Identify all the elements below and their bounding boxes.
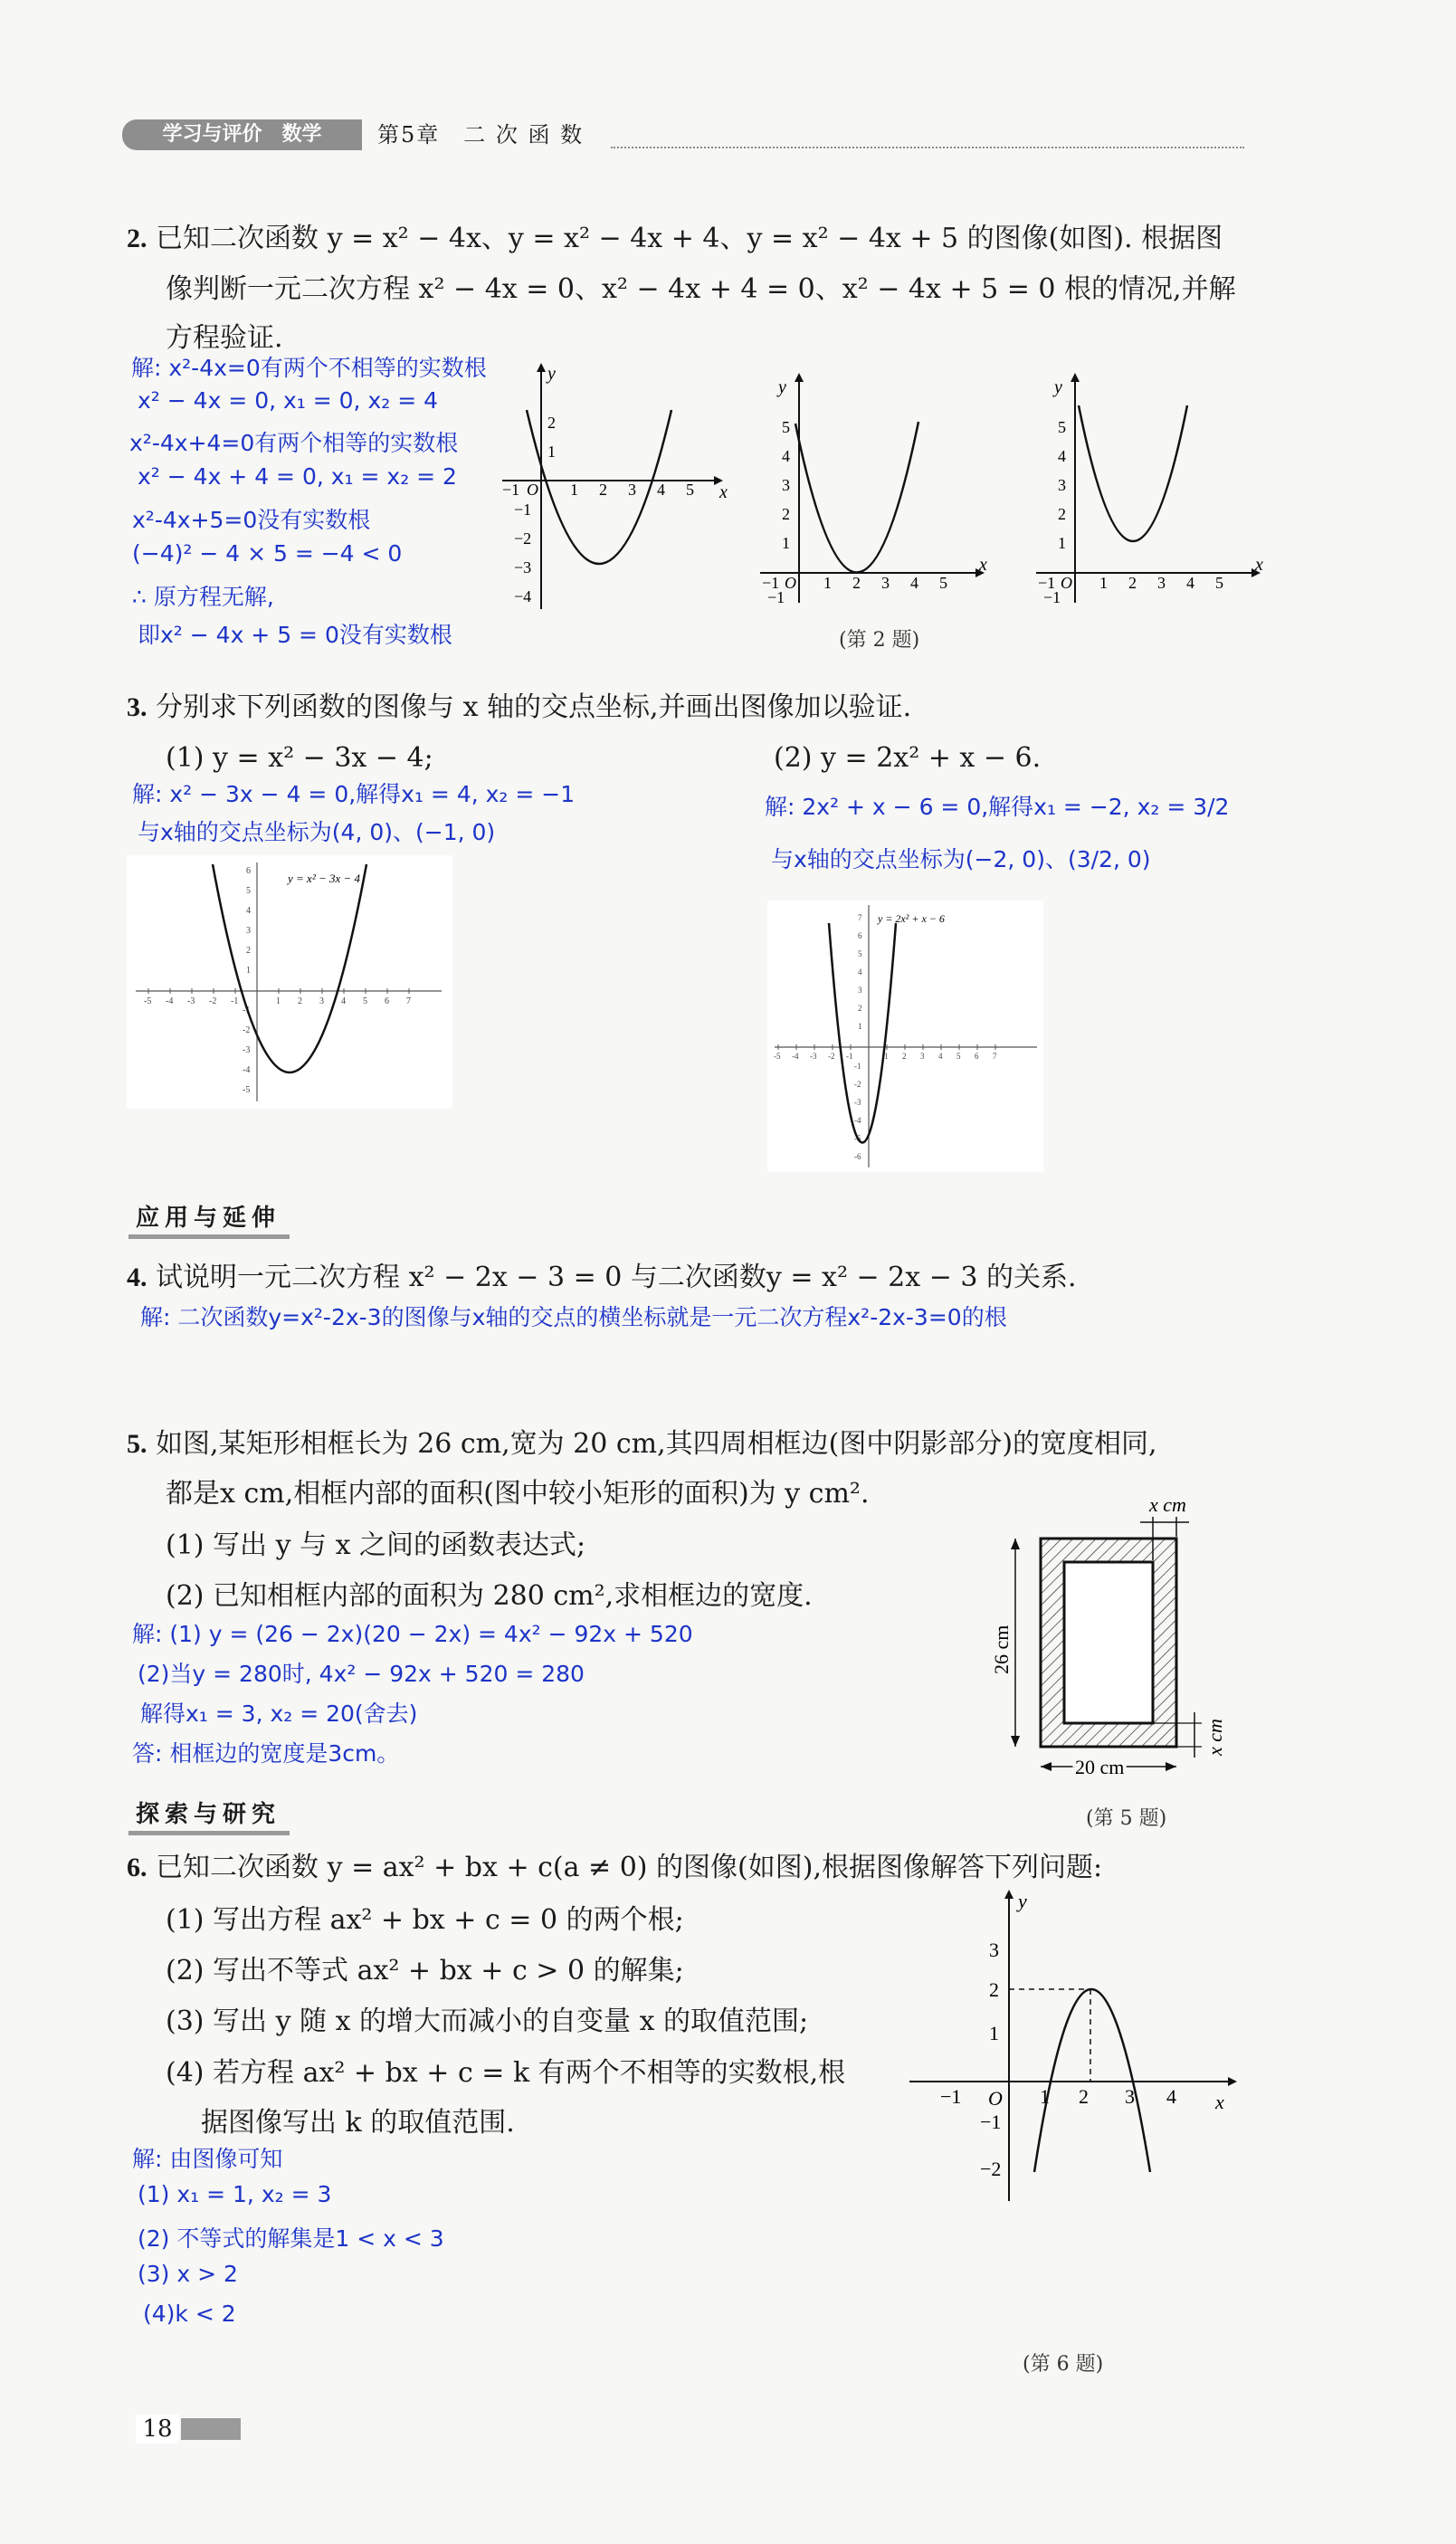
q3-text: [127, 686, 911, 729]
header-bar: [122, 119, 1244, 152]
svg-text:6: 6: [246, 866, 251, 876]
y-axis-arrow: [795, 373, 804, 382]
header-chapter: 第5章 二 次 函 数: [377, 122, 585, 148]
tick-x-neg1: −1: [940, 2085, 962, 2108]
svg-text:-5: -5: [854, 1134, 861, 1143]
tick-y-neg1: −1: [767, 588, 785, 606]
q2-answer-7: ∴ 原方程无解,: [132, 584, 274, 610]
q6-part-1: (1) 写出方程 ax² + bx + c = 0 的两个根;: [166, 1904, 684, 1936]
svg-text:3: 3: [858, 986, 862, 995]
tick-y-2: 2: [782, 505, 790, 523]
svg-text:4: 4: [246, 906, 251, 916]
q4-number: 4.: [127, 1262, 148, 1292]
q6-graph: [909, 1884, 1244, 2210]
y-axis-label: y: [1018, 1890, 1027, 1912]
svg-text:1: 1: [858, 1022, 862, 1031]
q6-part-5: 据图像写出 k 的取值范围.: [201, 2107, 515, 2139]
q3-answer2-a: 解: 2x² + x − 6 = 0,解得x₁ = −2, x₂ = 3/2: [765, 794, 1230, 820]
svg-text:-4: -4: [792, 1052, 799, 1061]
q5-answer-1: 解: (1) y = (26 − 2x)(20 − 2x) = 4x² − 92x + 520: [132, 1621, 693, 1647]
q6-caption: (第 6 题): [1023, 2353, 1104, 2376]
q2-answer-2: x² − 4x = 0, x₁ = 0, x₂ = 4: [138, 387, 439, 414]
q2-line2: 像判断一元二次方程 x² − 4x = 0、x² − 4x + 4 = 0、x² − 4x + 5 = 0 根的情况,并解: [166, 273, 1236, 305]
dim-left-arrow-top: [1011, 1539, 1020, 1549]
inner-picture: [1064, 1562, 1153, 1723]
q6-answer-3: (2) 不等式的解集是1 < x < 3: [138, 2225, 444, 2252]
tick-x-2: 2: [599, 481, 607, 499]
svg-text:1: 1: [246, 966, 251, 976]
dim-bottom-arrow-right: [1166, 1762, 1176, 1771]
q2-answer-4: x² − 4x + 4 = 0, x₁ = x₂ = 2: [138, 463, 457, 490]
tick-x-4: 4: [910, 574, 918, 592]
q4-text: [127, 1256, 1077, 1300]
tick-y-3: 3: [782, 476, 790, 494]
q5-line1: 如图,某矩形相框长为 26 cm,宽为 20 cm,其四周相框边(图中阴影部分)的宽度相同,: [156, 1428, 1157, 1460]
section-exploration: 探索与研究: [128, 1796, 290, 1835]
tick-y-4: 4: [1058, 447, 1066, 465]
y-axis-label: y: [778, 377, 786, 397]
q4-answer: 解: 二次函数y=x²-2x-3的图像与x轴的交点的横坐标就是一元二次方程x²-2x-3=0的根: [140, 1304, 1007, 1330]
tick-y-4: 4: [782, 447, 790, 465]
q3-number: 3.: [127, 692, 148, 722]
tick-x-4: 4: [1166, 2085, 1176, 2108]
tick-y-2: 2: [1058, 505, 1066, 523]
tick-y-neg1: −1: [980, 2110, 1002, 2133]
q3-graph-2: [767, 900, 1043, 1172]
q2-graph-2: [751, 369, 995, 609]
svg-text:2: 2: [902, 1052, 907, 1061]
page-number: 18: [136, 2415, 179, 2444]
svg-text:-1: -1: [231, 996, 239, 1006]
tick-x-1: 1: [823, 574, 832, 592]
tick-x-2: 2: [1079, 2085, 1089, 2108]
tick-y-1: 1: [547, 443, 556, 461]
q3-graph-1: [127, 855, 452, 1109]
svg-text:-3: -3: [810, 1052, 817, 1061]
y-axis-arrow: [537, 363, 546, 372]
dim-right-label: x cm: [1204, 1719, 1226, 1756]
q5-part2: (2) 已知相框内部的面积为 280 cm²,求相框边的宽度.: [166, 1580, 813, 1612]
page-number-bar: [181, 2418, 241, 2440]
svg-text:-2: -2: [243, 1025, 251, 1035]
tick-x-5: 5: [1215, 574, 1223, 592]
svg-text:-6: -6: [854, 1152, 861, 1161]
svg-text:-4: -4: [854, 1116, 861, 1125]
q5-answer-4: 答: 相框边的宽度是3cm。: [132, 1740, 400, 1767]
q2-caption: (第 2 题): [839, 629, 920, 652]
q5-number: 5.: [127, 1429, 148, 1459]
q2-graph-1: [484, 357, 733, 615]
tick-y-neg1: −1: [1043, 588, 1061, 606]
svg-text:-3: -3: [854, 1098, 861, 1107]
q2-text: [127, 217, 1223, 261]
tick-y-neg4: −4: [514, 587, 532, 605]
svg-text:-5: -5: [144, 996, 152, 1006]
x-axis-label: x: [979, 555, 987, 575]
q3-answer1-b: 与x轴的交点坐标为(4, 0)、(−1, 0): [138, 819, 496, 845]
svg-text:-5: -5: [774, 1052, 781, 1061]
svg-text:7: 7: [993, 1052, 997, 1061]
tick-y-3: 3: [1058, 476, 1066, 494]
tick-origin: O: [527, 481, 538, 499]
x-axis-label: x: [719, 482, 728, 502]
q2-line1: 已知二次函数 y = x² − 4x、y = x² − 4x + 4、y = x² − 4x + 5 的图像(如图). 根据图: [156, 223, 1223, 254]
q2-number: 2.: [127, 224, 148, 253]
svg-text:3: 3: [246, 926, 251, 936]
svg-text:5: 5: [246, 886, 251, 896]
svg-text:3: 3: [920, 1052, 925, 1061]
q5-line2: 都是x cm,相框内部的面积(图中较小矩形的面积)为 y cm².: [166, 1478, 870, 1510]
tick-y-neg2: −2: [980, 2158, 1002, 2180]
tick-x-2: 2: [852, 574, 861, 592]
tick-x-4: 4: [1186, 574, 1194, 592]
svg-text:6: 6: [385, 996, 389, 1006]
q5-answer-3: 解得x₁ = 3, x₂ = 20(舍去): [140, 1701, 418, 1727]
q3-part1: (1) y = x² − 3x − 4;: [166, 742, 433, 774]
tick-x-3: 3: [1157, 574, 1166, 592]
svg-text:4: 4: [938, 1052, 943, 1061]
svg-text:2: 2: [858, 1004, 862, 1013]
x-axis-label: x: [1215, 2091, 1224, 2113]
tick-y-neg1: −1: [514, 500, 532, 519]
q2-answer-5: x²-4x+5=0没有实数根: [132, 507, 371, 533]
tick-origin: O: [1061, 574, 1072, 592]
x-axis-label: x: [1255, 555, 1263, 575]
tick-y-2: 2: [547, 414, 556, 432]
svg-text:-4: -4: [166, 996, 174, 1006]
q6-part-4: (4) 若方程 ax² + bx + c = k 有两个不相等的实数根,根: [166, 2057, 846, 2089]
svg-text:5: 5: [858, 949, 862, 958]
tick-x-neg1: −1: [502, 481, 520, 499]
q5-answer-2: (2)当y = 280时, 4x² − 92x + 520 = 280: [138, 1661, 585, 1687]
q2-line3: 方程验证.: [166, 322, 283, 354]
tick-y-neg3: −3: [514, 558, 532, 576]
tick-x-3: 3: [628, 481, 636, 499]
dim-bottom-arrow-left: [1041, 1762, 1052, 1771]
q6-part-2: (2) 写出不等式 ax² + bx + c > 0 的解集;: [166, 1955, 684, 1987]
tick-x-neg1: −1: [1038, 574, 1056, 592]
parabola-curve: [1079, 405, 1187, 541]
tick-y-2: 2: [989, 1978, 999, 2001]
tick-y-3: 3: [989, 1939, 999, 1961]
tick-x-3: 3: [1125, 2085, 1135, 2108]
q3-graph1-label: y = x² − 3x − 4: [288, 872, 361, 885]
svg-text:3: 3: [319, 996, 324, 1006]
tick-x-1: 1: [1040, 2085, 1050, 2108]
q6-answer-2: (1) x₁ = 1, x₂ = 3: [138, 2181, 332, 2207]
section-application: 应用与延伸: [128, 1199, 290, 1239]
q2-answer-1: 解: x²-4x=0有两个不相等的实数根: [131, 355, 487, 381]
svg-text:7: 7: [858, 913, 862, 922]
header-rule: [611, 147, 1244, 148]
svg-text:7: 7: [406, 996, 411, 1006]
svg-text:5: 5: [363, 996, 367, 1006]
q6-answer-5: (4)k < 2: [143, 2301, 236, 2327]
svg-text:-3: -3: [243, 1045, 251, 1055]
y-axis-arrow: [1071, 373, 1080, 382]
tick-y-1: 1: [1058, 534, 1066, 552]
tick-x-5: 5: [939, 574, 947, 592]
q2-answer-3: x²-4x+4=0有两个相等的实数根: [129, 430, 459, 456]
q3-answer2-b: 与x轴的交点坐标为(−2, 0)、(3/2, 0): [771, 846, 1151, 872]
svg-text:-1: -1: [243, 1005, 251, 1015]
q5-text: [127, 1423, 1157, 1466]
tick-x-2: 2: [1128, 574, 1137, 592]
tick-x-1: 1: [1099, 574, 1108, 592]
tick-y-1: 1: [782, 534, 790, 552]
page-number-box: [136, 2415, 244, 2444]
q4-question: 试说明一元二次方程 x² − 2x − 3 = 0 与二次函数y = x² − 2x − 3 的关系.: [156, 1262, 1077, 1293]
dim-bottom-label: 20 cm: [1075, 1756, 1125, 1778]
parabola-curve: [795, 422, 918, 573]
q2-answer-6: (−4)² − 4 × 5 = −4 < 0: [132, 540, 403, 567]
svg-text:2: 2: [246, 946, 251, 956]
tick-origin: O: [988, 2087, 1003, 2110]
q6-question: 已知二次函数 y = ax² + bx + c(a ≠ 0) 的图像(如图),根据图像解答下列问题:: [156, 1852, 1103, 1883]
y-axis-arrow: [1004, 1890, 1013, 1899]
q2-graph-3: [1027, 369, 1271, 609]
tick-y-neg2: −2: [514, 529, 532, 548]
graph-frame: [127, 855, 452, 1109]
tick-x-3: 3: [881, 574, 890, 592]
tick-y-5: 5: [782, 418, 790, 436]
tick-x-4: 4: [657, 481, 665, 499]
tick-origin: O: [785, 574, 796, 592]
header-book-tag: 学习与评价 数学: [122, 119, 362, 150]
dim-left-label: 26 cm: [990, 1625, 1013, 1674]
q6-text: [127, 1846, 1102, 1890]
svg-text:-2: -2: [209, 996, 217, 1006]
q3-graph2-label: y = 2x² + x − 6: [878, 912, 945, 925]
svg-text:1: 1: [276, 996, 281, 1006]
y-axis-label: y: [547, 364, 556, 384]
tick-y-5: 5: [1058, 418, 1066, 436]
y-axis-label: y: [1054, 377, 1062, 397]
svg-text:-4: -4: [243, 1065, 251, 1075]
q6-answer-1: 解: 由图像可知: [132, 2146, 283, 2172]
svg-text:-1: -1: [854, 1062, 861, 1071]
q6-number: 6.: [127, 1853, 148, 1882]
dim-top-label: x cm: [1149, 1493, 1186, 1516]
svg-text:6: 6: [975, 1052, 979, 1061]
x-axis-arrow: [1228, 2077, 1237, 2086]
svg-text:-5: -5: [243, 1085, 251, 1095]
svg-text:-2: -2: [828, 1052, 835, 1061]
q3-question: 分别求下列函数的图像与 x 轴的交点坐标,并画出图像加以验证.: [156, 691, 912, 723]
graph-frame: [767, 900, 1043, 1172]
tick-x-1: 1: [570, 481, 578, 499]
svg-text:-3: -3: [187, 996, 195, 1006]
q3-part2: (2) y = 2x² + x − 6.: [774, 742, 1042, 774]
svg-text:5: 5: [956, 1052, 961, 1061]
svg-text:-2: -2: [854, 1080, 861, 1089]
dim-left-arrow-bottom: [1011, 1736, 1020, 1747]
q6-part-3: (3) 写出 y 随 x 的增大而减小的自变量 x 的取值范围;: [166, 2006, 809, 2037]
q5-caption: (第 5 题): [1086, 1807, 1167, 1830]
svg-text:6: 6: [858, 931, 862, 940]
q6-answer-4: (3) x > 2: [138, 2261, 238, 2287]
q3-answer1-a: 解: x² − 3x − 4 = 0,解得x₁ = 4, x₂ = −1: [132, 781, 576, 807]
tick-x-neg1: −1: [762, 574, 780, 592]
svg-text:4: 4: [858, 967, 862, 977]
svg-text:2: 2: [298, 996, 302, 1006]
svg-text:-1: -1: [846, 1052, 853, 1061]
svg-text:4: 4: [341, 996, 346, 1006]
svg-text:1: 1: [884, 1052, 889, 1061]
q2-answer-8: 即x² − 4x + 5 = 0没有实数根: [138, 622, 452, 648]
q5-frame-figure: [977, 1484, 1231, 1783]
q5-part1: (1) 写出 y 与 x 之间的函数表达式;: [166, 1529, 586, 1561]
tick-y-1: 1: [989, 2022, 999, 2044]
tick-x-5: 5: [686, 481, 694, 499]
